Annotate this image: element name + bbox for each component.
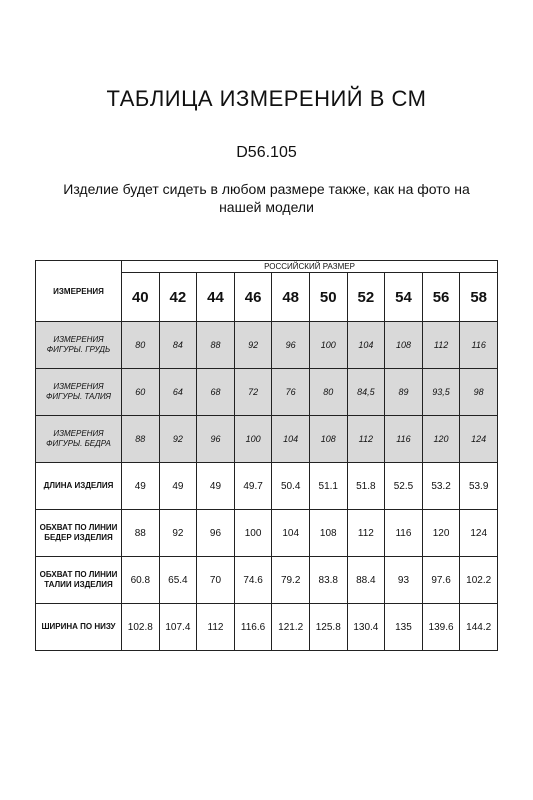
table-cell: 83.8 bbox=[309, 557, 347, 604]
table-cell: 64 bbox=[159, 369, 197, 416]
size-header-cell: 58 bbox=[460, 273, 498, 322]
table-cell: 139.6 bbox=[422, 604, 460, 651]
row-label: ИЗМЕРЕНИЯ ФИГУРЫ. БЕДРА bbox=[36, 416, 122, 463]
table-cell: 49.7 bbox=[234, 463, 272, 510]
table-cell: 93,5 bbox=[422, 369, 460, 416]
table-cell: 116 bbox=[385, 416, 423, 463]
size-header-cell: 42 bbox=[159, 273, 197, 322]
table-cell: 98 bbox=[460, 369, 498, 416]
table-cell: 80 bbox=[309, 369, 347, 416]
table-cell: 96 bbox=[197, 510, 235, 557]
table-cell: 84 bbox=[159, 322, 197, 369]
table-cell: 96 bbox=[197, 416, 235, 463]
table-cell: 144.2 bbox=[460, 604, 498, 651]
table-cell: 74.6 bbox=[234, 557, 272, 604]
table-cell: 107.4 bbox=[159, 604, 197, 651]
table-cell: 125.8 bbox=[309, 604, 347, 651]
product-code: D56.105 bbox=[236, 144, 297, 161]
table-cell: 124 bbox=[460, 510, 498, 557]
row-label: ИЗМЕРЕНИЯ ФИГУРЫ. ГРУДЬ bbox=[36, 322, 122, 369]
table-body bbox=[36, 322, 498, 651]
table-cell: 130.4 bbox=[347, 604, 385, 651]
table-cell: 116.6 bbox=[234, 604, 272, 651]
table-cell: 89 bbox=[385, 369, 423, 416]
table-cell: 52.5 bbox=[385, 463, 423, 510]
table-cell: 76 bbox=[272, 369, 310, 416]
table-cell: 120 bbox=[422, 416, 460, 463]
table-cell: 60.8 bbox=[122, 557, 160, 604]
table-row bbox=[36, 557, 498, 604]
table-cell: 102.8 bbox=[122, 604, 160, 651]
table-row bbox=[36, 322, 498, 369]
table-cell: 124 bbox=[460, 416, 498, 463]
table-row bbox=[36, 510, 498, 557]
table-cell: 96 bbox=[272, 322, 310, 369]
table-row bbox=[36, 604, 498, 651]
table-cell: 97.6 bbox=[422, 557, 460, 604]
table-cell: 135 bbox=[385, 604, 423, 651]
table-cell: 88.4 bbox=[347, 557, 385, 604]
table-cell: 68 bbox=[197, 369, 235, 416]
table-cell: 51.1 bbox=[309, 463, 347, 510]
fit-description: Изделие будет сидеть в любом размере также, как на фото на нашей модели bbox=[63, 181, 470, 215]
table-cell: 108 bbox=[385, 322, 423, 369]
table-cell: 49 bbox=[122, 463, 160, 510]
table-cell: 100 bbox=[234, 416, 272, 463]
table-cell: 100 bbox=[234, 510, 272, 557]
row-label: ДЛИНА ИЗДЕЛИЯ bbox=[36, 463, 122, 510]
table-cell: 104 bbox=[347, 322, 385, 369]
page-title: ТАБЛИЦА ИЗМЕРЕНИЙ В СМ bbox=[106, 86, 427, 111]
table-cell: 104 bbox=[272, 510, 310, 557]
table-row bbox=[36, 463, 498, 510]
table-cell: 112 bbox=[422, 322, 460, 369]
table-cell: 79.2 bbox=[272, 557, 310, 604]
table-cell: 102.2 bbox=[460, 557, 498, 604]
size-header-cell: 44 bbox=[197, 273, 235, 322]
table-cell: 49 bbox=[197, 463, 235, 510]
row-label: ИЗМЕРЕНИЯ ФИГУРЫ. ТАЛИЯ bbox=[36, 369, 122, 416]
size-header-cell: 48 bbox=[272, 273, 310, 322]
table-cell: 92 bbox=[159, 416, 197, 463]
table-cell: 49 bbox=[159, 463, 197, 510]
table-cell: 65.4 bbox=[159, 557, 197, 604]
table-cell: 70 bbox=[197, 557, 235, 604]
table-cell: 100 bbox=[309, 322, 347, 369]
table-cell: 116 bbox=[460, 322, 498, 369]
table-cell: 50.4 bbox=[272, 463, 310, 510]
row-label: ШИРИНА ПО НИЗУ bbox=[36, 604, 122, 651]
table-row bbox=[36, 369, 498, 416]
size-group-header: РОССИЙСКИЙ РАЗМЕР bbox=[122, 261, 498, 273]
measurements-header: ИЗМЕРЕНИЯ bbox=[36, 261, 122, 322]
size-header-cell: 46 bbox=[234, 273, 272, 322]
size-header-cell: 52 bbox=[347, 273, 385, 322]
table-cell: 53.2 bbox=[422, 463, 460, 510]
table-row bbox=[36, 416, 498, 463]
row-label: ОБХВАТ ПО ЛИНИИ ТАЛИИ ИЗДЕЛИЯ bbox=[36, 557, 122, 604]
table-cell: 80 bbox=[122, 322, 160, 369]
size-header-cell: 54 bbox=[385, 273, 423, 322]
table-cell: 84,5 bbox=[347, 369, 385, 416]
table-cell: 112 bbox=[347, 416, 385, 463]
table-cell: 88 bbox=[197, 322, 235, 369]
row-label: ОБХВАТ ПО ЛИНИИ БЕДЕР ИЗДЕЛИЯ bbox=[36, 510, 122, 557]
size-header-cell: 40 bbox=[122, 273, 160, 322]
table-cell: 112 bbox=[347, 510, 385, 557]
size-header-cell: 56 bbox=[422, 273, 460, 322]
table-cell: 120 bbox=[422, 510, 460, 557]
table-cell: 108 bbox=[309, 510, 347, 557]
table-cell: 92 bbox=[159, 510, 197, 557]
table-cell: 60 bbox=[122, 369, 160, 416]
size-table bbox=[35, 260, 498, 651]
table-cell: 88 bbox=[122, 510, 160, 557]
table-cell: 93 bbox=[385, 557, 423, 604]
table-cell: 72 bbox=[234, 369, 272, 416]
size-header-cell: 50 bbox=[309, 273, 347, 322]
table-cell: 121.2 bbox=[272, 604, 310, 651]
table-cell: 112 bbox=[197, 604, 235, 651]
table-cell: 53.9 bbox=[460, 463, 498, 510]
table-cell: 92 bbox=[234, 322, 272, 369]
table-cell: 108 bbox=[309, 416, 347, 463]
table-cell: 104 bbox=[272, 416, 310, 463]
table-cell: 116 bbox=[385, 510, 423, 557]
table-cell: 88 bbox=[122, 416, 160, 463]
table-cell: 51.8 bbox=[347, 463, 385, 510]
